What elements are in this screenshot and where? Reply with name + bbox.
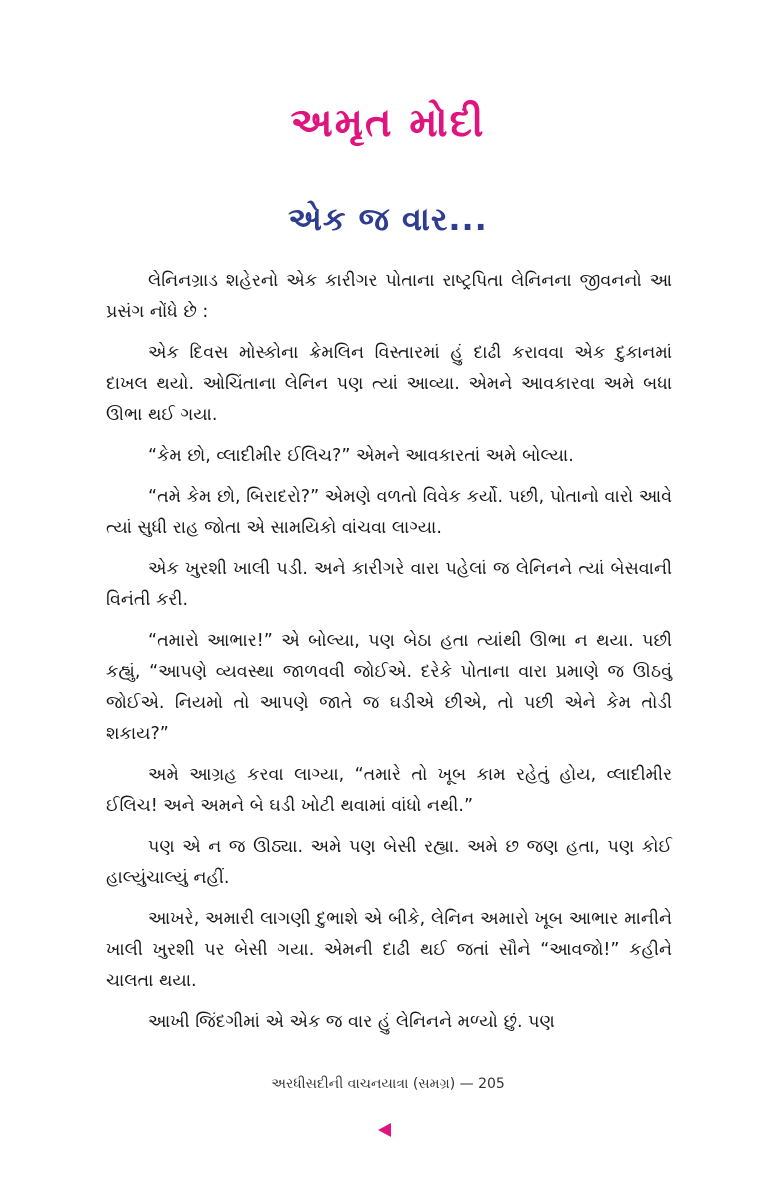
story-body xyxy=(106,266,672,1048)
left-triangle-icon[interactable] xyxy=(378,1123,391,1137)
paragraph: “તમારો આભાર!” એ બોલ્યા, પણ બેઠા હતા ત્યાંથી ઊભા ન થયા. પછી કહ્યું, “આપણે વ્યવસ્થા જાળવવી જોઈએ. દરેકે પોતાના વારા પ્રમાણે જ ઊઠવું જોઈએ. નિયમો તો આપણે જાતે જ ઘડીએ છીએ, તો પછી એને કેમ તોડી શકાય?” xyxy=(106,631,672,744)
paragraph: “તમે કેમ છો, બિરાદરો?” એમણે વળતો વિવેક કર્યો. પછી, પોતાનો વારો આવે ત્યાં સુધી રાહ જોતા એ સામયિકો વાંચવા લાગ્યા. xyxy=(106,487,672,538)
author-name: અમૃત મોદી xyxy=(290,100,486,146)
paragraph: આખરે, અમારી લાગણી દુભાશે એ બીકે, લેનિન અમારો ખૂબ આભાર માનીને ખાલી ખુરશી પર બેસી ગયા. એમની દાઢી થઈ જતાં સૌને “આવજો!” કહીને ચાલતા થયા. xyxy=(106,909,672,991)
paragraph: એક ખુરશી ખાલી પડી. અને કારીગરે વારા પહેલાં જ લેનિનને ત્યાં બેસવાની વિનંતી કરી. xyxy=(106,559,672,610)
paragraph: આખી જિંદગીમાં એ એક જ વાર હું લેનિનને મળ્યો છું. પણ xyxy=(148,1012,555,1032)
page-footer: અરધીસદીની વાચનયાત્રા (સમગ્ર) — 205 xyxy=(271,1076,505,1092)
paragraph: “કેમ છો, વ્લાદીમીર ઈલિચ?” એમને આવકારતાં અમે બોલ્યા. xyxy=(148,446,574,466)
story-title: એક જ વાર... xyxy=(288,200,488,238)
paragraph: એક દિવસ મોસ્કોના ક્રેમલિન વિસ્તારમાં હું દાઢી કરાવવા એક દુકાનમાં દાખલ થયો. ઓચિંતાના લેનિન પણ ત્યાં આવ્યા. એમને આવકારવા અમે બધા ઊભા થઈ ગયા. xyxy=(106,343,672,425)
paragraph: પણ એ ન જ ઊઠ્યા. અમે પણ બેસી રહ્યા. અમે છ જણ હતા, પણ કોઈ હાલ્યુંચાલ્યું નહીં. xyxy=(106,837,672,888)
paragraph: અમે આગ્રહ કરવા લાગ્યા, “તમારે તો ખૂબ કામ રહેતું હોય, વ્લાદીમીર ઈલિચ! અને અમને બે ઘડી ખોટી થવામાં વાંધો નથી.” xyxy=(106,765,672,816)
paragraph: લેનિનગ્રાડ શહેરનો એક કારીગર પોતાના રાષ્ટ્રપિતા લેનિનના જીવનનો આ પ્રસંગ નોંધે છે : xyxy=(106,271,672,322)
